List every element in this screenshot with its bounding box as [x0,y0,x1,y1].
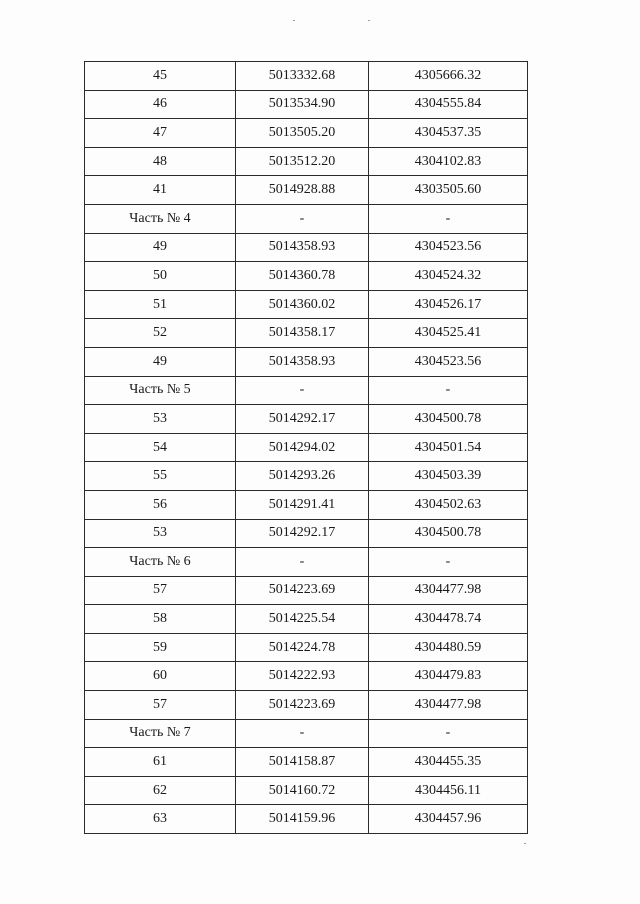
table-row [85,576,528,605]
point-number-cell: 61 [85,748,236,777]
point-number-cell: 53 [85,405,236,434]
x-coordinate-cell: - [236,548,369,577]
table-row [85,776,528,805]
table-row [85,119,528,148]
y-coordinate-cell: 4304500.78 [369,519,528,548]
x-coordinate-cell: 5014360.02 [236,290,369,319]
y-coordinate-cell: 4304477.98 [369,576,528,605]
x-coordinate-cell: 5014292.17 [236,519,369,548]
x-coordinate-cell: - [236,376,369,405]
x-coordinate-cell: 5013505.20 [236,119,369,148]
table-row [85,347,528,376]
section-header-row [85,204,528,233]
scan-speck [368,20,370,21]
x-coordinate-cell: 5013512.20 [236,147,369,176]
table-row [85,805,528,834]
point-number-cell: 48 [85,147,236,176]
table-row [85,633,528,662]
table-row [85,748,528,777]
section-label-cell: Часть № 5 [85,376,236,405]
y-coordinate-cell: - [369,204,528,233]
x-coordinate-cell: 5014358.93 [236,347,369,376]
coordinates-table [84,61,528,834]
table-row [85,605,528,634]
x-coordinate-cell: 5014358.17 [236,319,369,348]
section-header-row [85,376,528,405]
point-number-cell: 51 [85,290,236,319]
point-number-cell: 55 [85,462,236,491]
y-coordinate-cell: 4304456.11 [369,776,528,805]
x-coordinate-cell: 5014292.17 [236,405,369,434]
y-coordinate-cell: 4304523.56 [369,233,528,262]
y-coordinate-cell: 4304524.32 [369,262,528,291]
y-coordinate-cell: 4305666.32 [369,62,528,91]
y-coordinate-cell: 4304102.83 [369,147,528,176]
y-coordinate-cell: 4304525.41 [369,319,528,348]
y-coordinate-cell: 4304477.98 [369,691,528,720]
x-coordinate-cell: 5014294.02 [236,433,369,462]
point-number-cell: 59 [85,633,236,662]
y-coordinate-cell: 4304455.35 [369,748,528,777]
point-number-cell: 49 [85,233,236,262]
y-coordinate-cell: 4304503.39 [369,462,528,491]
y-coordinate-cell: 4304500.78 [369,405,528,434]
x-coordinate-cell: - [236,204,369,233]
y-coordinate-cell: - [369,376,528,405]
point-number-cell: 45 [85,62,236,91]
x-coordinate-cell: 5014223.69 [236,576,369,605]
table-row [85,462,528,491]
y-coordinate-cell: 4304479.83 [369,662,528,691]
point-number-cell: 62 [85,776,236,805]
point-number-cell: 56 [85,490,236,519]
point-number-cell: 58 [85,605,236,634]
x-coordinate-cell: 5014223.69 [236,691,369,720]
table-row [85,433,528,462]
y-coordinate-cell: 4304523.56 [369,347,528,376]
table-row [85,490,528,519]
point-number-cell: 52 [85,319,236,348]
table-row [85,262,528,291]
table-row [85,691,528,720]
x-coordinate-cell: 5014360.78 [236,262,369,291]
x-coordinate-cell: 5014160.72 [236,776,369,805]
coordinates-table-body [85,62,528,834]
x-coordinate-cell: 5014928.88 [236,176,369,205]
y-coordinate-cell: 4304478.74 [369,605,528,634]
section-header-row [85,719,528,748]
point-number-cell: 53 [85,519,236,548]
x-coordinate-cell: 5014293.26 [236,462,369,491]
x-coordinate-cell: 5014291.41 [236,490,369,519]
x-coordinate-cell: - [236,719,369,748]
y-coordinate-cell: 4304537.35 [369,119,528,148]
table-row [85,62,528,91]
y-coordinate-cell: 4304502.63 [369,490,528,519]
point-number-cell: 47 [85,119,236,148]
section-header-row [85,548,528,577]
point-number-cell: 63 [85,805,236,834]
table-row [85,519,528,548]
table-row [85,233,528,262]
x-coordinate-cell: 5014224.78 [236,633,369,662]
y-coordinate-cell: 4304501.54 [369,433,528,462]
point-number-cell: 54 [85,433,236,462]
point-number-cell: 57 [85,576,236,605]
y-coordinate-cell: 4303505.60 [369,176,528,205]
y-coordinate-cell: 4304526.17 [369,290,528,319]
point-number-cell: 49 [85,347,236,376]
table-row [85,662,528,691]
table-row [85,319,528,348]
x-coordinate-cell: 5013332.68 [236,62,369,91]
point-number-cell: 60 [85,662,236,691]
point-number-cell: 41 [85,176,236,205]
y-coordinate-cell: - [369,548,528,577]
x-coordinate-cell: 5013534.90 [236,90,369,119]
x-coordinate-cell: 5014358.93 [236,233,369,262]
y-coordinate-cell: - [369,719,528,748]
section-label-cell: Часть № 7 [85,719,236,748]
table-row [85,176,528,205]
y-coordinate-cell: 4304555.84 [369,90,528,119]
section-label-cell: Часть № 4 [85,204,236,233]
scan-speck [293,20,295,21]
point-number-cell: 50 [85,262,236,291]
point-number-cell: 57 [85,691,236,720]
y-coordinate-cell: 4304480.59 [369,633,528,662]
y-coordinate-cell: 4304457.96 [369,805,528,834]
x-coordinate-cell: 5014158.87 [236,748,369,777]
x-coordinate-cell: 5014222.93 [236,662,369,691]
point-number-cell: 46 [85,90,236,119]
table-row [85,147,528,176]
table-row [85,290,528,319]
x-coordinate-cell: 5014159.96 [236,805,369,834]
table-row [85,405,528,434]
table-row [85,90,528,119]
scan-speck [524,843,526,844]
x-coordinate-cell: 5014225.54 [236,605,369,634]
section-label-cell: Часть № 6 [85,548,236,577]
